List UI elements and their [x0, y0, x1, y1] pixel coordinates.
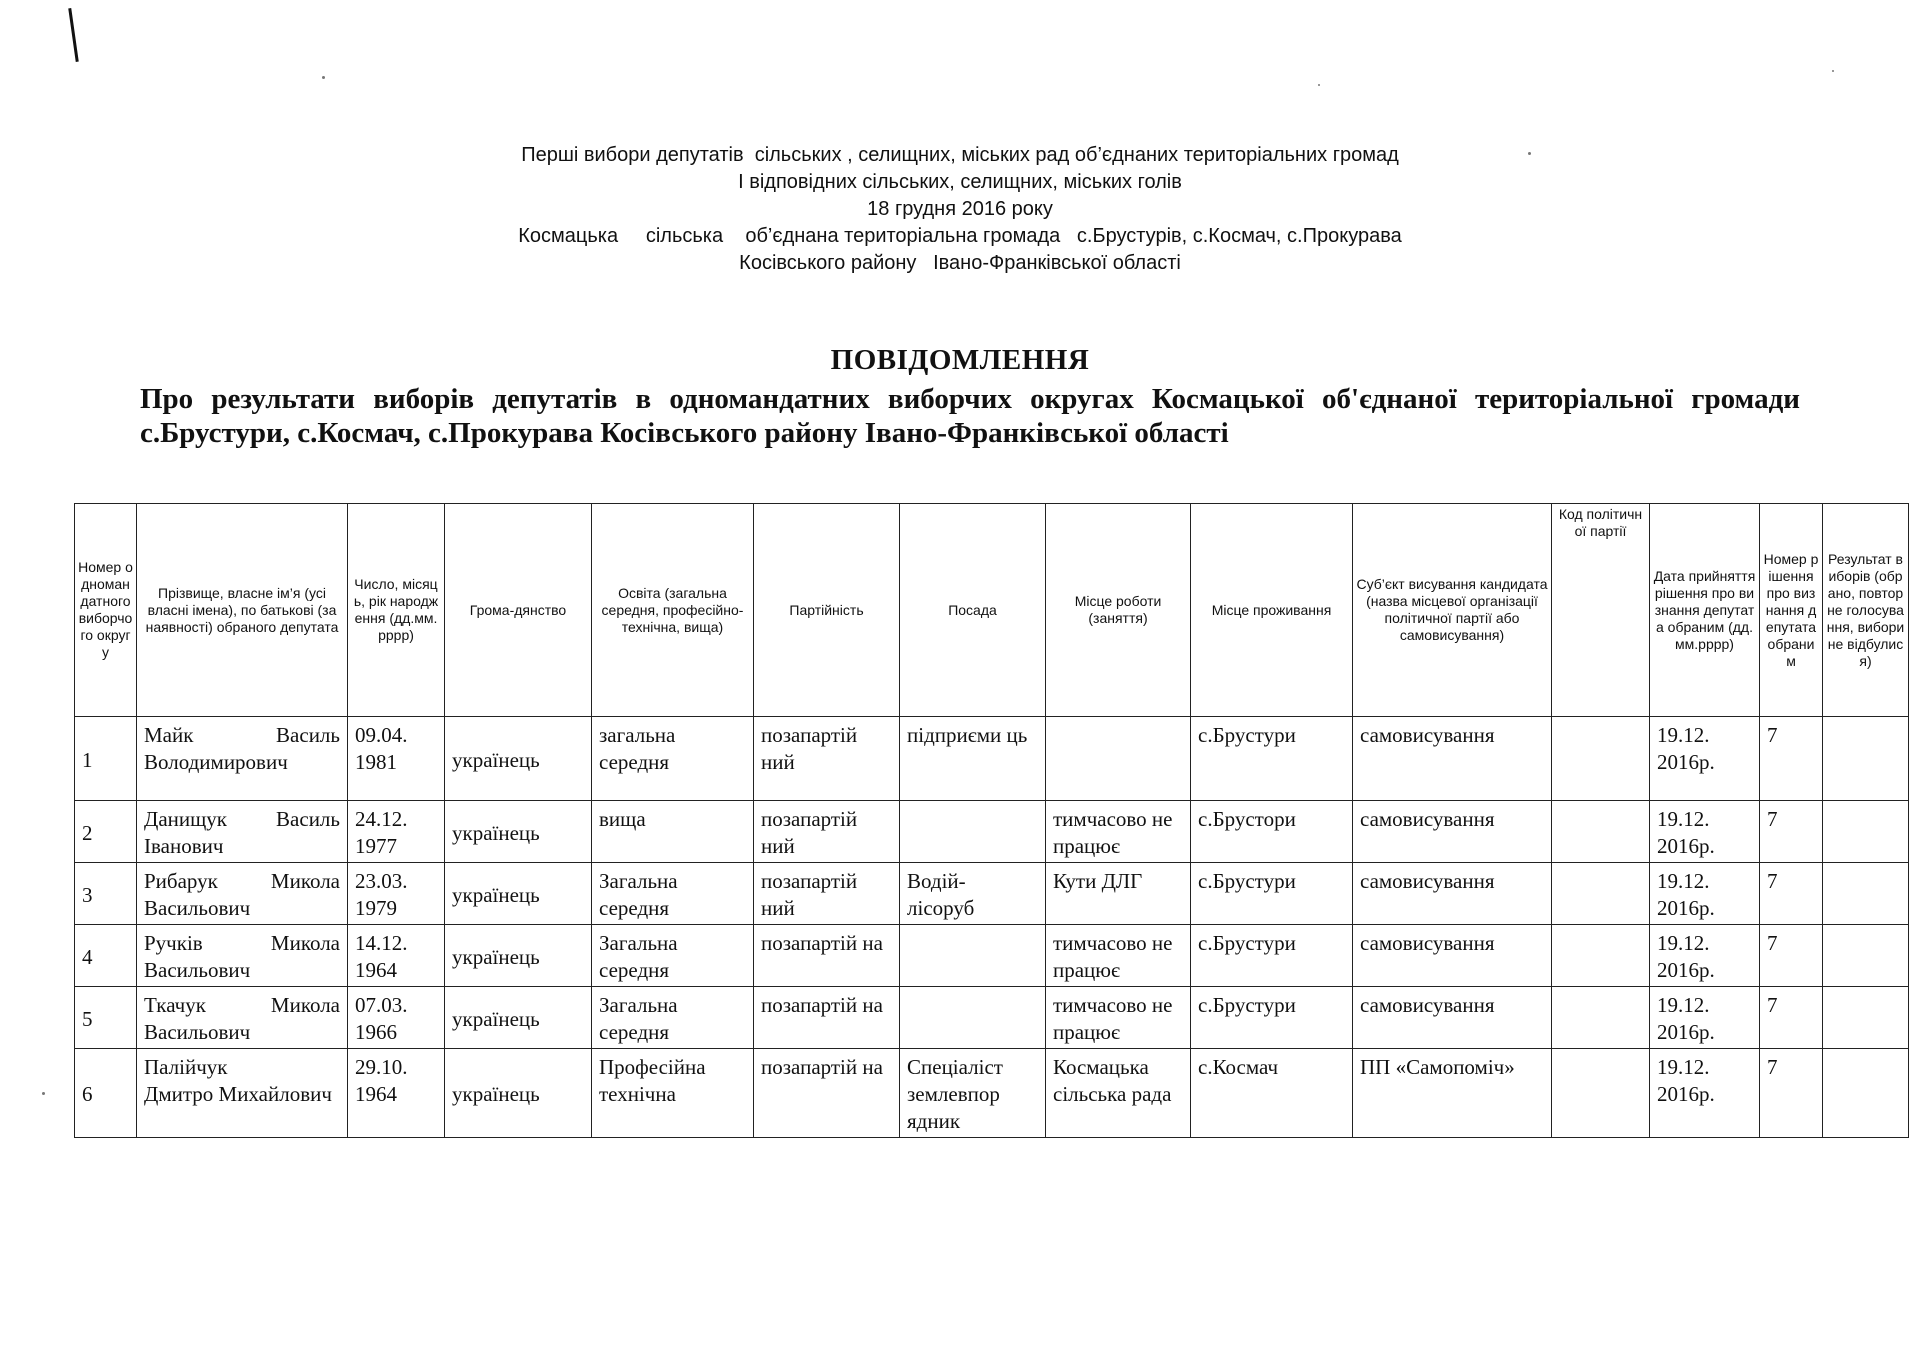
decision-date-cell: 19.12. 2016р.: [1650, 987, 1760, 1049]
birth-date-cell: 07.03. 1966: [348, 987, 445, 1049]
table-row: [75, 863, 1909, 925]
nominating-subject-cell: ПП «Самопоміч»: [1353, 1049, 1552, 1138]
education-cell: Загальна середня: [592, 863, 754, 925]
workplace-cell: Кути ДЛГ: [1046, 863, 1191, 925]
citizenship-cell: українець: [445, 801, 592, 863]
notice-subtitle: Про результати виборів депутатів в одномандатних виборчих округах Космацької об'єднаної територіальної громади с.Брустури, с.Космач, с.Прокурава Косівського району Івано-Франківської області: [140, 383, 1800, 449]
decision-date-cell: 19.12. 2016р.: [1650, 801, 1760, 863]
position-cell: [900, 801, 1046, 863]
district-number-cell: 6: [75, 1049, 137, 1138]
district-number-cell: 1: [75, 717, 137, 801]
party-membership-cell: позапартій ний: [754, 717, 900, 801]
position-cell: Спеціаліст землевпор ядник: [900, 1049, 1046, 1138]
citizenship-cell: українець: [445, 1049, 592, 1138]
scan-artifact-mark: [68, 8, 78, 62]
deputy-name-first: Рибарук Микола: [144, 869, 340, 893]
deputy-name-cell: [137, 801, 348, 863]
column-header: Номер рішення про визнання депутата обраним: [1760, 504, 1823, 717]
workplace-cell: тимчасово не працює: [1046, 801, 1191, 863]
position-cell: [900, 987, 1046, 1049]
deputy-name-first: Палійчук: [144, 1055, 228, 1079]
decision-number-cell: 7: [1760, 717, 1823, 801]
decision-number-cell: 7: [1760, 925, 1823, 987]
decision-number-cell: 7: [1760, 863, 1823, 925]
party-membership-cell: позапартій ний: [754, 801, 900, 863]
party-code-cell: [1552, 717, 1650, 801]
citizenship-cell: українець: [445, 717, 592, 801]
birth-date-cell: 24.12. 1977: [348, 801, 445, 863]
notice-title: ПОВІДОМЛЕННЯ: [830, 344, 1090, 376]
column-header: Місце проживання: [1191, 504, 1353, 717]
column-header: Грома-дянство: [445, 504, 592, 717]
table-header-row: [75, 504, 1909, 717]
citizenship-cell: українець: [445, 987, 592, 1049]
deputy-name-cell: [137, 863, 348, 925]
education-cell: Професійна технічна: [592, 1049, 754, 1138]
election-header: [0, 142, 1920, 277]
party-membership-cell: позапартій на: [754, 1049, 900, 1138]
header-line: Перші вибори депутатів сільських , селищних, міських рад об’єднаних територіальних громад: [521, 144, 1399, 166]
decision-date-cell: 19.12. 2016р.: [1650, 925, 1760, 987]
deputy-name-rest: Володимирович: [144, 750, 288, 774]
nominating-subject-cell: самовисування: [1353, 925, 1552, 987]
decision-date-cell: 19.12. 2016р.: [1650, 1049, 1760, 1138]
position-cell: Водій- лісоруб: [900, 863, 1046, 925]
education-cell: Загальна середня: [592, 987, 754, 1049]
education-cell: Загальна середня: [592, 925, 754, 987]
election-result-cell: [1823, 717, 1909, 801]
party-code-cell: [1552, 863, 1650, 925]
deputy-name-first: Ручків Микола: [144, 931, 340, 955]
column-header: Дата прийняття рішення про визнання депутата обраним (дд.мм.рррр): [1650, 504, 1760, 717]
residence-cell: с.Брустури: [1191, 925, 1353, 987]
residence-cell: с.Брустури: [1191, 717, 1353, 801]
deputy-name-first: Майк Василь: [144, 723, 340, 747]
deputy-name-first: Данищук Василь: [144, 807, 340, 831]
citizenship-cell: українець: [445, 925, 592, 987]
birth-date-cell: 09.04. 1981: [348, 717, 445, 801]
residence-cell: с.Космач: [1191, 1049, 1353, 1138]
workplace-cell: тимчасово не працює: [1046, 925, 1191, 987]
residence-cell: с.Брустури: [1191, 987, 1353, 1049]
header-district: Косівського району Івано-Франківської області: [739, 252, 1181, 274]
table-row: [75, 987, 1909, 1049]
party-membership-cell: позапартій ний: [754, 863, 900, 925]
birth-date-cell: 23.03. 1979: [348, 863, 445, 925]
district-number-cell: 5: [75, 987, 137, 1049]
column-header: Номер одномандатного виборчого округу: [75, 504, 137, 717]
column-header: Прізвище, власне ім’я (усі власні імена), по батькові (за наявності) обраного депутата: [137, 504, 348, 717]
table-row: [75, 1049, 1909, 1138]
party-membership-cell: позапартій на: [754, 925, 900, 987]
decision-date-cell: 19.12. 2016р.: [1650, 863, 1760, 925]
table-row: [75, 717, 1909, 801]
position-cell: підприєми ць: [900, 717, 1046, 801]
party-code-cell: [1552, 987, 1650, 1049]
nominating-subject-cell: самовисування: [1353, 863, 1552, 925]
election-result-cell: [1823, 1049, 1909, 1138]
column-header: Код політичної партії: [1552, 504, 1650, 717]
deputy-name-rest: Іванович: [144, 834, 224, 858]
decision-number-cell: 7: [1760, 987, 1823, 1049]
deputy-name-rest: Васильович: [144, 958, 251, 982]
table-row: [75, 925, 1909, 987]
citizenship-cell: українець: [445, 863, 592, 925]
election-result-cell: [1823, 863, 1909, 925]
decision-date-cell: 19.12. 2016р.: [1650, 717, 1760, 801]
deputy-name-rest: Васильович: [144, 1020, 251, 1044]
party-code-cell: [1552, 801, 1650, 863]
party-code-cell: [1552, 1049, 1650, 1138]
column-header: Освіта (загальна середня, професійно-технічна, вища): [592, 504, 754, 717]
deputy-name-rest: Васильович: [144, 896, 251, 920]
header-line: І відповідних сільських, селищних, міських голів: [738, 171, 1182, 193]
residence-cell: с.Брустури: [1191, 863, 1353, 925]
column-header: Результат виборів (обрано, повторне голосування, вибори не відбулися): [1823, 504, 1909, 717]
scan-speck: [1318, 84, 1320, 86]
nominating-subject-cell: самовисування: [1353, 717, 1552, 801]
header-date: 18 грудня 2016 року: [867, 198, 1053, 220]
results-table: [74, 503, 1909, 1138]
election-result-cell: [1823, 801, 1909, 863]
nominating-subject-cell: самовисування: [1353, 987, 1552, 1049]
deputy-name-rest: Дмитро Михайлович: [144, 1082, 332, 1106]
table-row: [75, 801, 1909, 863]
education-cell: загальна середня: [592, 717, 754, 801]
residence-cell: с.Брустори: [1191, 801, 1353, 863]
birth-date-cell: 14.12. 1964: [348, 925, 445, 987]
deputy-name-first: Ткачук Микола: [144, 993, 340, 1017]
column-header: Партійність: [754, 504, 900, 717]
election-result-cell: [1823, 987, 1909, 1049]
decision-number-cell: 7: [1760, 801, 1823, 863]
workplace-cell: Космацька сільська рада: [1046, 1049, 1191, 1138]
decision-number-cell: 7: [1760, 1049, 1823, 1138]
party-code-cell: [1552, 925, 1650, 987]
deputy-name-cell: [137, 1049, 348, 1138]
deputy-name-cell: [137, 925, 348, 987]
party-membership-cell: позапартій на: [754, 987, 900, 1049]
scan-speck: [42, 1092, 45, 1095]
position-cell: [900, 925, 1046, 987]
birth-date-cell: 29.10. 1964: [348, 1049, 445, 1138]
column-header: Суб’єкт висування кандидата (назва місцевої організації політичної партії або самовисування): [1353, 504, 1552, 717]
scan-speck: [322, 76, 325, 79]
header-community: Космацька сільська об’єднана територіальна громада с.Брустурів, с.Космач, с.Прокурава: [518, 225, 1402, 247]
column-header: Число, місяць, рік народження (дд.мм.рррр): [348, 504, 445, 717]
district-number-cell: 2: [75, 801, 137, 863]
district-number-cell: 4: [75, 925, 137, 987]
column-header: Посада: [900, 504, 1046, 717]
scan-speck: [1832, 70, 1834, 72]
deputy-name-cell: [137, 717, 348, 801]
workplace-cell: [1046, 717, 1191, 801]
education-cell: вища: [592, 801, 754, 863]
district-number-cell: 3: [75, 863, 137, 925]
workplace-cell: тимчасово не працює: [1046, 987, 1191, 1049]
nominating-subject-cell: самовисування: [1353, 801, 1552, 863]
column-header: Місце роботи (заняття): [1046, 504, 1191, 717]
deputy-name-cell: [137, 987, 348, 1049]
election-result-cell: [1823, 925, 1909, 987]
